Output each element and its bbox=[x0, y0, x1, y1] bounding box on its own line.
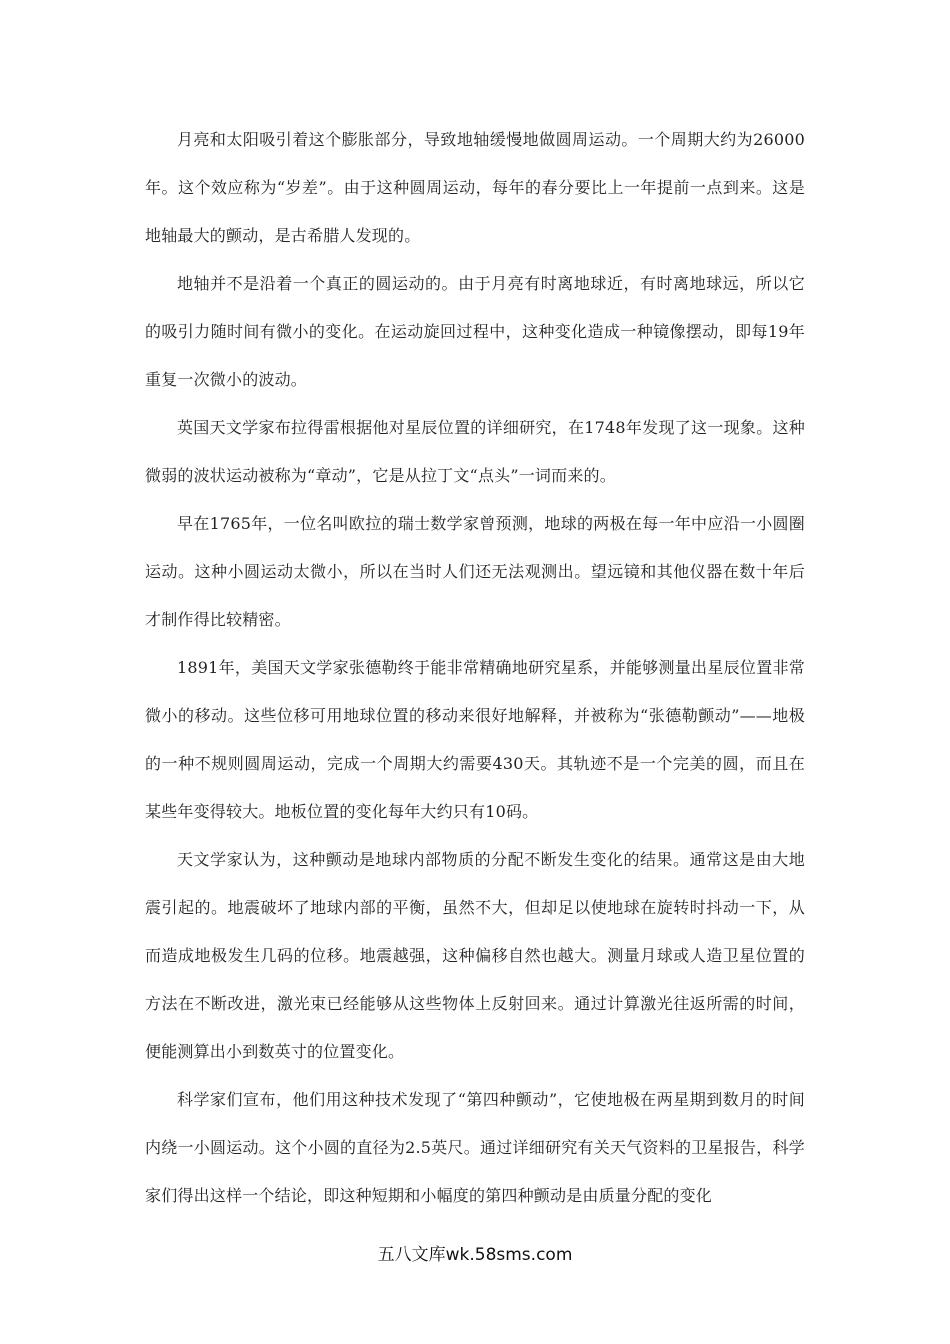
body-text bbox=[145, 116, 805, 1220]
paragraph-lunar-wobble: 地轴并不是沿着一个真正的圆运动的。由于月亮有时离地球近，有时离地球远，所以它的吸引力随时间有微小的变化。在运动旋回过程中，这种变化造成一种镜像摆动，即每19年重复一次微小的波动。 bbox=[145, 274, 805, 389]
paragraph-fourth-wobble: 科学家们宣布，他们用这种技术发现了“第四种颤动”，它使地极在两星期到数月的时间内绕一小圆运动。这个小圆的直径为2.5英尺。通过详细研究有关天气资料的卫星报告，科学家们得出这样一个结论，即这种短期和小幅度的第四种颤动是由质量分配的变化 bbox=[145, 1090, 805, 1205]
paragraph-precession: 月亮和太阳吸引着这个膨胀部分，导致地轴缓慢地做圆周运动。一个周期大约为26000年。这个效应称为“岁差”。由于这种圆周运动，每年的春分要比上一年提前一点到来。这是地轴最大的颤动，是古希腊人发现的。 bbox=[145, 130, 805, 245]
paragraph-chandler-wobble: 1891年，美国天文学家张德勒终于能非常精确地研究星系，并能够测量出星辰位置非常微小的移动。这些位移可用地球位置的移动来很好地解释，并被称为“张德勒颤动”——地极的一种不规则圆周运动，完成一个周期大约需要430天。其轨迹不是一个完美的圆，而且在某些年变得较大。地板位置的变化每年大约只有10码。 bbox=[145, 658, 805, 821]
page-footer: 五八文库wk.58sms.com bbox=[377, 1245, 573, 1265]
paragraph-nutation: 英国天文学家布拉得雷根据他对星辰位置的详细研究，在1748年发现了这一现象。这种微弱的波状运动被称为“章动”，它是从拉丁文“点头”一词而来的。 bbox=[145, 418, 805, 485]
paragraph-euler-prediction: 早在1765年，一位名叫欧拉的瑞士数学家曾预测，地球的两极在每一年中应沿一小圆圈运动。这种小圆运动太微小，所以在当时人们还无法观测出。望远镜和其他仪器在数十年后才制作得比较精密。 bbox=[145, 514, 805, 629]
paragraph-earthquake-cause: 天文学家认为，这种颤动是地球内部物质的分配不断发生变化的结果。通常这是由大地震引起的。地震破坏了地球内部的平衡，虽然不大，但却足以使地球在旋转时抖动一下，从而造成地极发生几码的位移。地震越强，这种偏移自然也越大。测量月球或人造卫星位置的方法在不断改进，激光束已经能够从这些物体上反射回来。通过计算激光往返所需的时间，便能测算出小到数英寸的位置变化。 bbox=[145, 850, 805, 1061]
